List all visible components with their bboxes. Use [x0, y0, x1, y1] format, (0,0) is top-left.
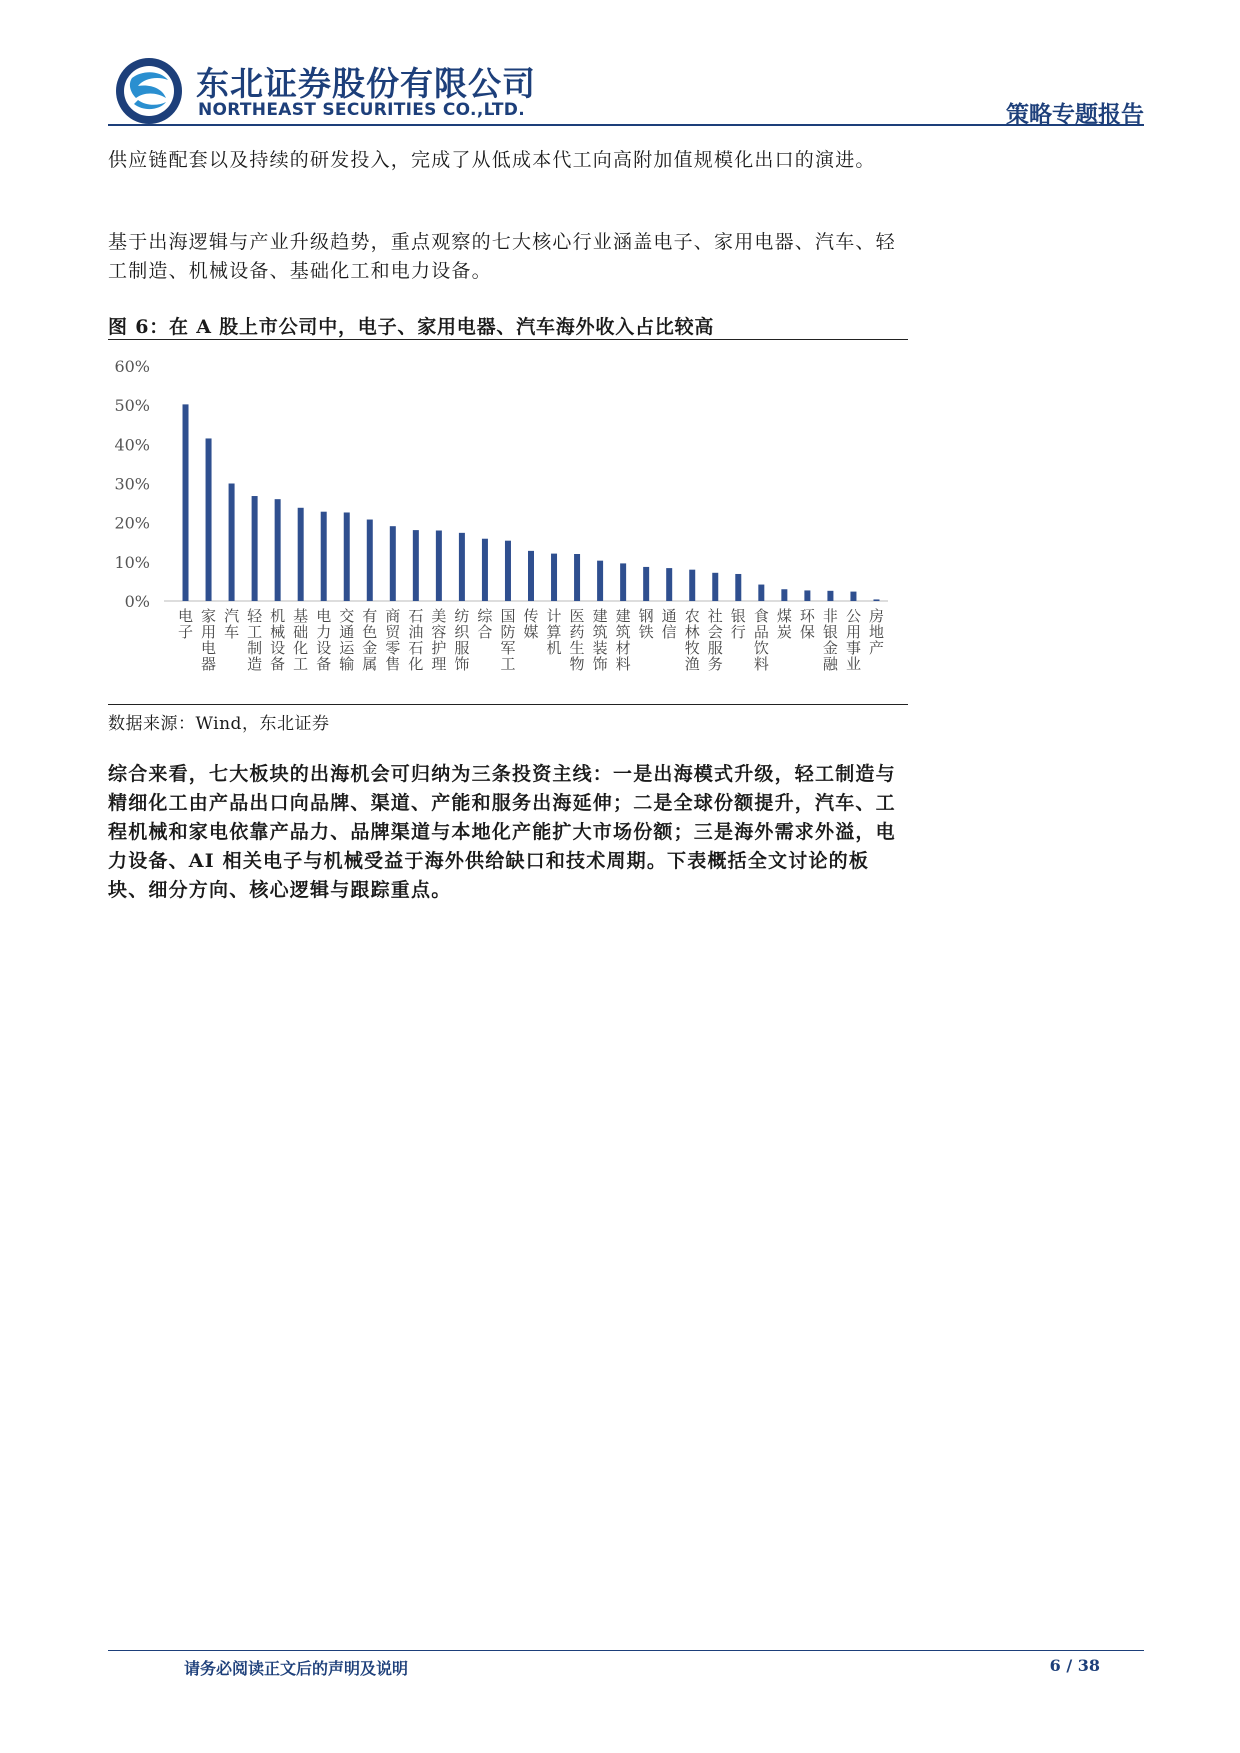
x-tick-label: 计算机: [546, 607, 562, 657]
bar: [482, 539, 488, 601]
x-tick-label: 国防军工: [500, 607, 516, 673]
x-tick-label: 通信: [661, 607, 677, 641]
x-tick-label: 轻工制造: [247, 607, 263, 673]
x-tick-label: 公用事业: [845, 607, 861, 673]
bar: [413, 530, 419, 601]
bar: [827, 591, 833, 601]
bar: [597, 561, 603, 601]
x-tick-label: 社会服务: [707, 607, 723, 673]
x-tick-label: 银行: [730, 607, 746, 641]
x-tick-label: 农林牧渔: [684, 607, 700, 673]
bar: [620, 563, 626, 601]
bar-chart: [108, 344, 908, 704]
x-tick-label: 房地产: [868, 607, 884, 657]
report-type-label: 策略专题报告: [1006, 102, 1144, 128]
bar: [804, 590, 810, 601]
bar: [229, 484, 235, 602]
y-tick-label: 50%: [114, 396, 150, 416]
x-tick-label: 环保: [799, 607, 815, 641]
y-tick-label: 30%: [114, 474, 150, 494]
x-tick-label: 食品饮料: [753, 607, 769, 673]
figure-bottom-rule: [108, 704, 908, 705]
bar: [758, 585, 764, 601]
summary-paragraph: 综合来看，七大板块的出海机会可归纳为三条投资主线：一是出海模式升级，轻工制造与精细化工由产品出口向品牌、渠道、产能和服务出海延伸；二是全球份额提升，汽车、工程机械和家电依靠产品力、品牌渠道与本地化产能扩大市场份额；三是海外需求外溢，电力设备、AI 相关电子与机械受益于海外供给缺口和技术周期。下表概括全文讨论的板块、细分方向、核心逻辑与跟踪重点。: [108, 763, 896, 901]
y-tick-label: 20%: [114, 513, 150, 533]
x-tick-label: 商贸零售: [385, 607, 401, 673]
bar: [275, 499, 281, 601]
x-tick-label: 钢铁: [638, 607, 654, 641]
bar: [712, 573, 718, 601]
bar: [183, 404, 189, 601]
y-tick-label: 40%: [114, 435, 150, 455]
x-tick-label: 非银金融: [822, 607, 838, 673]
bar: [551, 554, 557, 601]
bar: [574, 554, 580, 601]
x-tick-label: 建筑装饰: [592, 607, 608, 673]
bar: [298, 508, 304, 601]
bar: [436, 531, 442, 602]
y-tick-label: 10%: [114, 552, 150, 572]
bar: [459, 533, 465, 601]
x-tick-label: 有色金属: [362, 607, 378, 673]
figure-source: 数据来源：Wind，东北证券: [108, 714, 330, 734]
x-tick-label: 交通运输: [339, 607, 355, 673]
x-tick-label: 电子: [178, 607, 194, 641]
footer-disclaimer: 请务必阅读正文后的声明及说明: [184, 1659, 409, 1678]
body-paragraph-1: 供应链配套以及持续的研发投入，完成了从低成本代工向高附加值规模化出口的演进。: [108, 149, 876, 171]
bar: [689, 570, 695, 601]
x-tick-label: 医药生物: [569, 607, 585, 673]
bar: [643, 567, 649, 601]
body-paragraph-2: 基于出海逻辑与产业升级趋势，重点观察的七大核心行业涵盖电子、家用电器、汽车、轻工制造、机械设备、基础化工和电力设备。: [108, 231, 896, 282]
bar: [367, 520, 373, 601]
page-number: 6 / 38: [1049, 1656, 1100, 1675]
bar: [344, 512, 350, 601]
bar: [666, 568, 672, 601]
x-tick-label: 美容护理: [431, 607, 447, 673]
company-logo-icon: [108, 56, 190, 126]
footer-divider: [108, 1650, 1144, 1651]
bar: [850, 592, 856, 601]
y-tick-label: 60%: [114, 357, 150, 376]
x-tick-label: 基础化工: [293, 607, 309, 673]
bar: [505, 541, 511, 601]
x-tick-label: 汽车: [224, 607, 240, 641]
x-tick-label: 家用电器: [201, 607, 217, 673]
x-tick-label: 石油石化: [408, 607, 424, 673]
x-tick-label: 煤炭: [776, 607, 792, 641]
figure-title: 图 6：在 A 股上市公司中，电子、家用电器、汽车海外收入占比较高: [108, 316, 715, 338]
bar: [781, 589, 787, 601]
company-name-en: NORTHEAST SECURITIES CO.,LTD.: [198, 100, 525, 120]
company-name-cn: 东北证券股份有限公司: [196, 64, 536, 103]
bar: [735, 574, 741, 601]
x-tick-label: 机械设备: [270, 607, 286, 673]
x-tick-label: 综合: [477, 607, 493, 641]
figure-top-rule: [108, 339, 908, 340]
bar: [252, 496, 258, 601]
bar: [206, 438, 212, 601]
bar: [873, 599, 879, 601]
x-tick-label: 传媒: [523, 607, 539, 641]
x-tick-label: 电力设备: [316, 607, 332, 673]
header-divider: [108, 124, 1144, 126]
bar: [390, 526, 396, 601]
x-tick-label: 建筑材料: [615, 607, 631, 673]
y-tick-label: 0%: [124, 592, 150, 611]
x-tick-label: 纺织服饰: [454, 607, 470, 673]
bar: [528, 551, 534, 601]
bar: [321, 512, 327, 601]
